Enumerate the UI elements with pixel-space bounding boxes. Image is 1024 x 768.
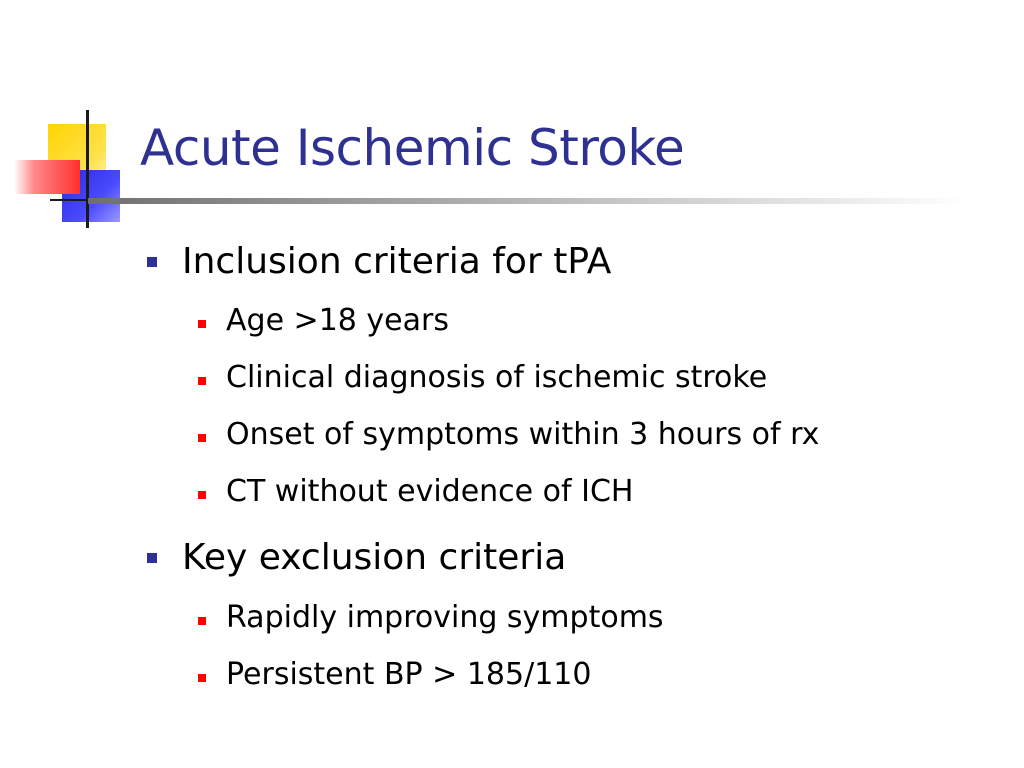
subbullet-marker xyxy=(198,674,206,682)
subbullet-ct-without-ich: CT without evidence of ICH xyxy=(226,474,634,509)
subbullet-marker xyxy=(198,434,206,442)
slide-title: Acute Ischemic Stroke xyxy=(140,119,685,177)
subbullet-marker xyxy=(198,491,206,499)
subbullet-onset-of-symptoms: Onset of symptoms within 3 hours of rx xyxy=(226,417,820,452)
bullet-exclusion-criteria: Key exclusion criteria xyxy=(182,537,567,578)
subbullet-marker xyxy=(198,320,206,328)
bullet-marker xyxy=(147,553,157,563)
subbullet-rapidly-improving: Rapidly improving symptoms xyxy=(226,600,664,635)
subbullet-marker xyxy=(198,377,206,385)
bullet-inclusion-criteria: Inclusion criteria for tPA xyxy=(182,241,612,282)
subbullet-persistent-bp: Persistent BP > 185/110 xyxy=(226,657,592,692)
subbullet-age: Age >18 years xyxy=(226,303,449,338)
bullet-marker xyxy=(147,257,157,267)
subbullet-clinical-diagnosis: Clinical diagnosis of ischemic stroke xyxy=(226,360,768,395)
subbullet-marker xyxy=(198,617,206,625)
